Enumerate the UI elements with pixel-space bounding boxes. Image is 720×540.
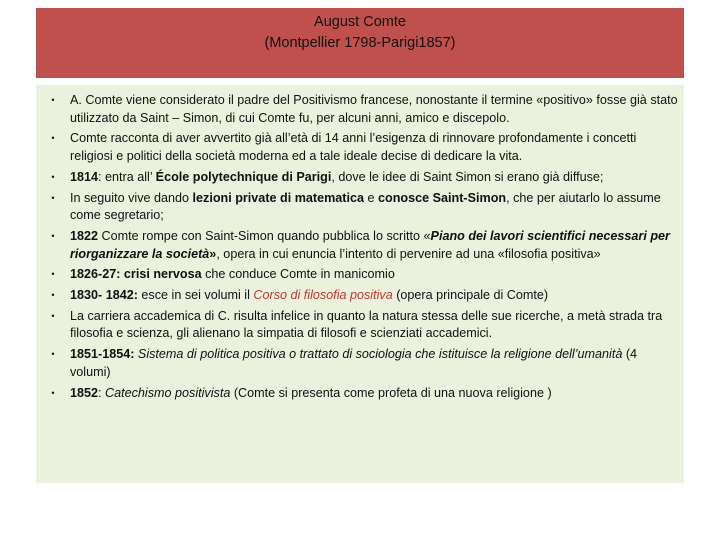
- title-dates: (Montpellier 1798-Parigi1857): [264, 35, 456, 51]
- bullet-icon: •: [51, 95, 55, 105]
- text-segment: , opera in cui enuncia l’intento di pervenire ad una «filosofia positiva»: [216, 246, 601, 261]
- text-segment: esce in sei volumi il: [137, 288, 254, 303]
- bullet-icon: •: [51, 269, 55, 280]
- bullet-icon: •: [51, 230, 55, 241]
- text-segment: La carriera accademica di C. risulta infelice in quanto la natura stessa delle sue ricerche, a metà strada tra filosofia e scienza, gli alienano la simpatia di filosofi e scienziati accademici.: [70, 308, 663, 341]
- text-segment: A. Comte viene considerato il padre del Positivismo francese, nonostante il termine «positivo» fosse già stato utilizzato da Saint – Simon, di cui Comte fu, per alcuni anni, amico e discepolo.: [70, 93, 678, 125]
- text-segment: Sistema di politica positiva o trattato di sociologia che istituisce la religione dell’umanità: [137, 347, 623, 362]
- text-segment: lezioni private di matematica: [192, 190, 365, 205]
- title-banner: [36, 8, 684, 78]
- text-segment: 1852: [70, 385, 99, 400]
- text-segment: Catechismo positivista: [105, 385, 231, 400]
- text-segment: In seguito vive dando: [70, 190, 193, 205]
- bullet-icon: •: [51, 133, 55, 144]
- text-segment: Comte racconta di aver avvertito già all’età di 14 anni l’esigenza di rinnovare profondamente i concetti religiosi e politici della società moderna ed a tale ideale decise di dedicare la vita.: [70, 131, 637, 163]
- bullet-icon: •: [51, 171, 55, 182]
- text-segment: , dove le idee di Saint Simon si erano già diffuse;: [331, 169, 604, 184]
- text-segment: 1814: [70, 169, 99, 184]
- list-item: [36, 266, 678, 284]
- list-item: [36, 190, 678, 225]
- text-segment: : entra all’: [98, 169, 156, 184]
- text-segment: École polytechnique di Parigi: [155, 169, 332, 184]
- text-segment: 1830- 1842:: [70, 288, 138, 303]
- list-item: [36, 385, 678, 403]
- content-panel: [36, 85, 684, 483]
- list-item: [36, 169, 678, 187]
- list-item: [36, 228, 678, 263]
- bullet-icon: •: [51, 290, 55, 301]
- list-item: [36, 287, 678, 305]
- text-segment: conosce Saint-Simon: [378, 190, 507, 205]
- text-segment: che conduce Comte in manicomio: [201, 267, 395, 282]
- text-segment: e: [364, 190, 379, 205]
- text-segment: (Comte si presenta come profeta di una nuova religione ): [230, 385, 552, 400]
- text-segment: Comte rompe con Saint-Simon quando pubblica lo scritto «: [98, 228, 431, 243]
- text-segment: »: [209, 246, 217, 261]
- list-item: [36, 130, 678, 165]
- text-segment: 1851-1854:: [70, 347, 135, 362]
- title-name: August Comte: [314, 14, 406, 30]
- list-item: [36, 346, 678, 381]
- text-segment: :: [98, 385, 106, 400]
- list-item: [36, 308, 678, 343]
- bullet-icon: •: [51, 387, 55, 398]
- text-segment: 1826-27: crisi nervosa: [70, 267, 202, 282]
- text-segment: 1822: [70, 228, 99, 243]
- text-segment: , che per aiutarlo lo assume come segretario;: [70, 190, 661, 223]
- list-item: [36, 92, 678, 127]
- text-segment: Corso di filosofia positiva: [253, 288, 393, 303]
- text-segment: (4 volumi): [70, 347, 638, 379]
- text-segment: (opera principale di Comte): [392, 288, 549, 303]
- bullet-icon: •: [51, 192, 55, 203]
- bullet-icon: •: [51, 349, 55, 360]
- text-segment: Piano dei lavori scientifici necessari per riorganizzare la società: [70, 228, 670, 261]
- bullet-icon: •: [51, 310, 55, 321]
- bullet-list: [36, 92, 678, 402]
